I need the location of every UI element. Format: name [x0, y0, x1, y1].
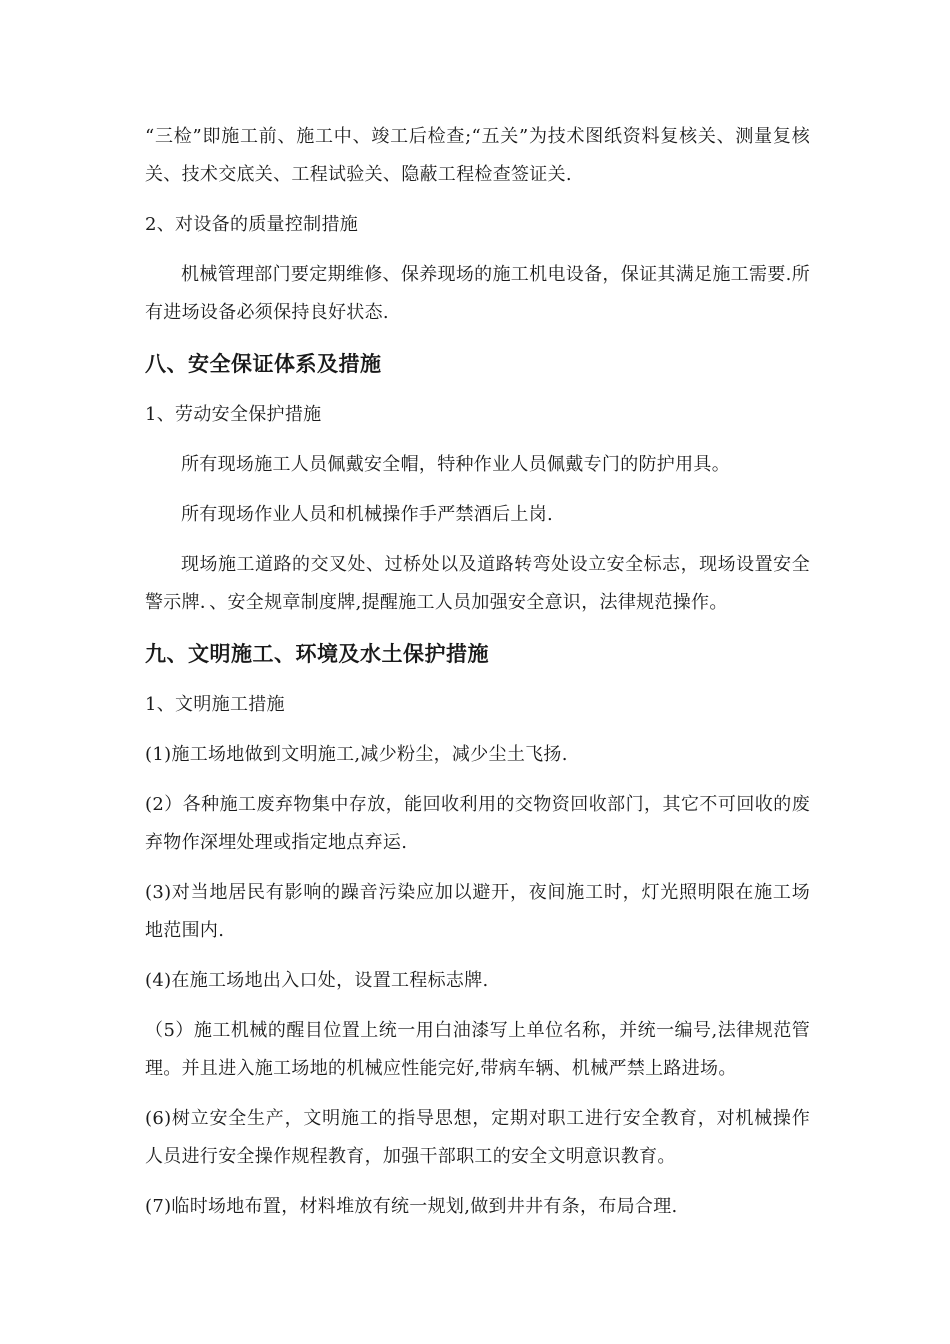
subheading-civilized-measures: 1、文明施工措施 [145, 694, 285, 715]
paragraph-helmets: 所有现场施工人员佩戴安全帽，特种作业人员佩戴专门的防护用具。 [181, 454, 730, 475]
document-body [145, 118, 810, 1226]
paragraph-safety-signs: 现场施工道路的交叉处、过桥处以及道路转弯处设立安全标志，现场设置安全警示牌．、安全规章制度牌,提醒施工人员加强安全意识，法律规范操作。 [145, 554, 810, 613]
list-item-3: (3)对当地居民有影响的躁音污染应加以避开，夜间施工时，灯光照明限在施工场地范围内. [145, 882, 810, 941]
list-item-7: (7)临时场地布置，材料堆放有统一规划,做到井井有条，布局合理. [145, 1196, 678, 1217]
list-item-2: (2）各种施工废弃物集中存放，能回收利用的交物资回收部门，其它不可回收的废弃物作深埋处理或指定地点弃运. [145, 794, 810, 853]
paragraph-three-checks: “三检”即施工前、施工中、竣工后检查;“五关”为技术图纸资料复核关、测量复核关、技术交底关、工程试验关、隐蔽工程检查签证关. [145, 126, 810, 185]
paragraph-machine-maintenance: 机械管理部门要定期维修、保养现场的施工机电设备，保证其满足施工需要.所有进场设备必须保持良好状态. [145, 264, 810, 323]
subheading-equipment-quality: 2、对设备的质量控制措施 [145, 214, 359, 235]
subheading-labor-safety: 1、劳动安全保护措施 [145, 404, 322, 425]
section-heading-civilized-construction: 九、文明施工、环境及水土保护措施 [145, 642, 489, 666]
list-item-4: (4)在施工场地出入口处，设置工程标志牌. [145, 970, 489, 991]
list-item-5: （5）施工机械的醒目位置上统一用白油漆写上单位名称，并统一编号,法律规范管理。并且进入施工场地的机械应性能完好,带病车辆、机械严禁上路进场。 [145, 1020, 810, 1079]
list-item-1: (1)施工场地做到文明施工,减少粉尘，减少尘土飞扬. [145, 744, 568, 765]
paragraph-no-drinking: 所有现场作业人员和机械操作手严禁酒后上岗. [181, 504, 554, 525]
list-item-6: (6)树立安全生产，文明施工的指导思想，定期对职工进行安全教育，对机械操作人员进行安全操作规程教育，加强干部职工的安全文明意识教育。 [145, 1108, 810, 1167]
section-heading-safety: 八、安全保证体系及措施 [145, 352, 382, 376]
